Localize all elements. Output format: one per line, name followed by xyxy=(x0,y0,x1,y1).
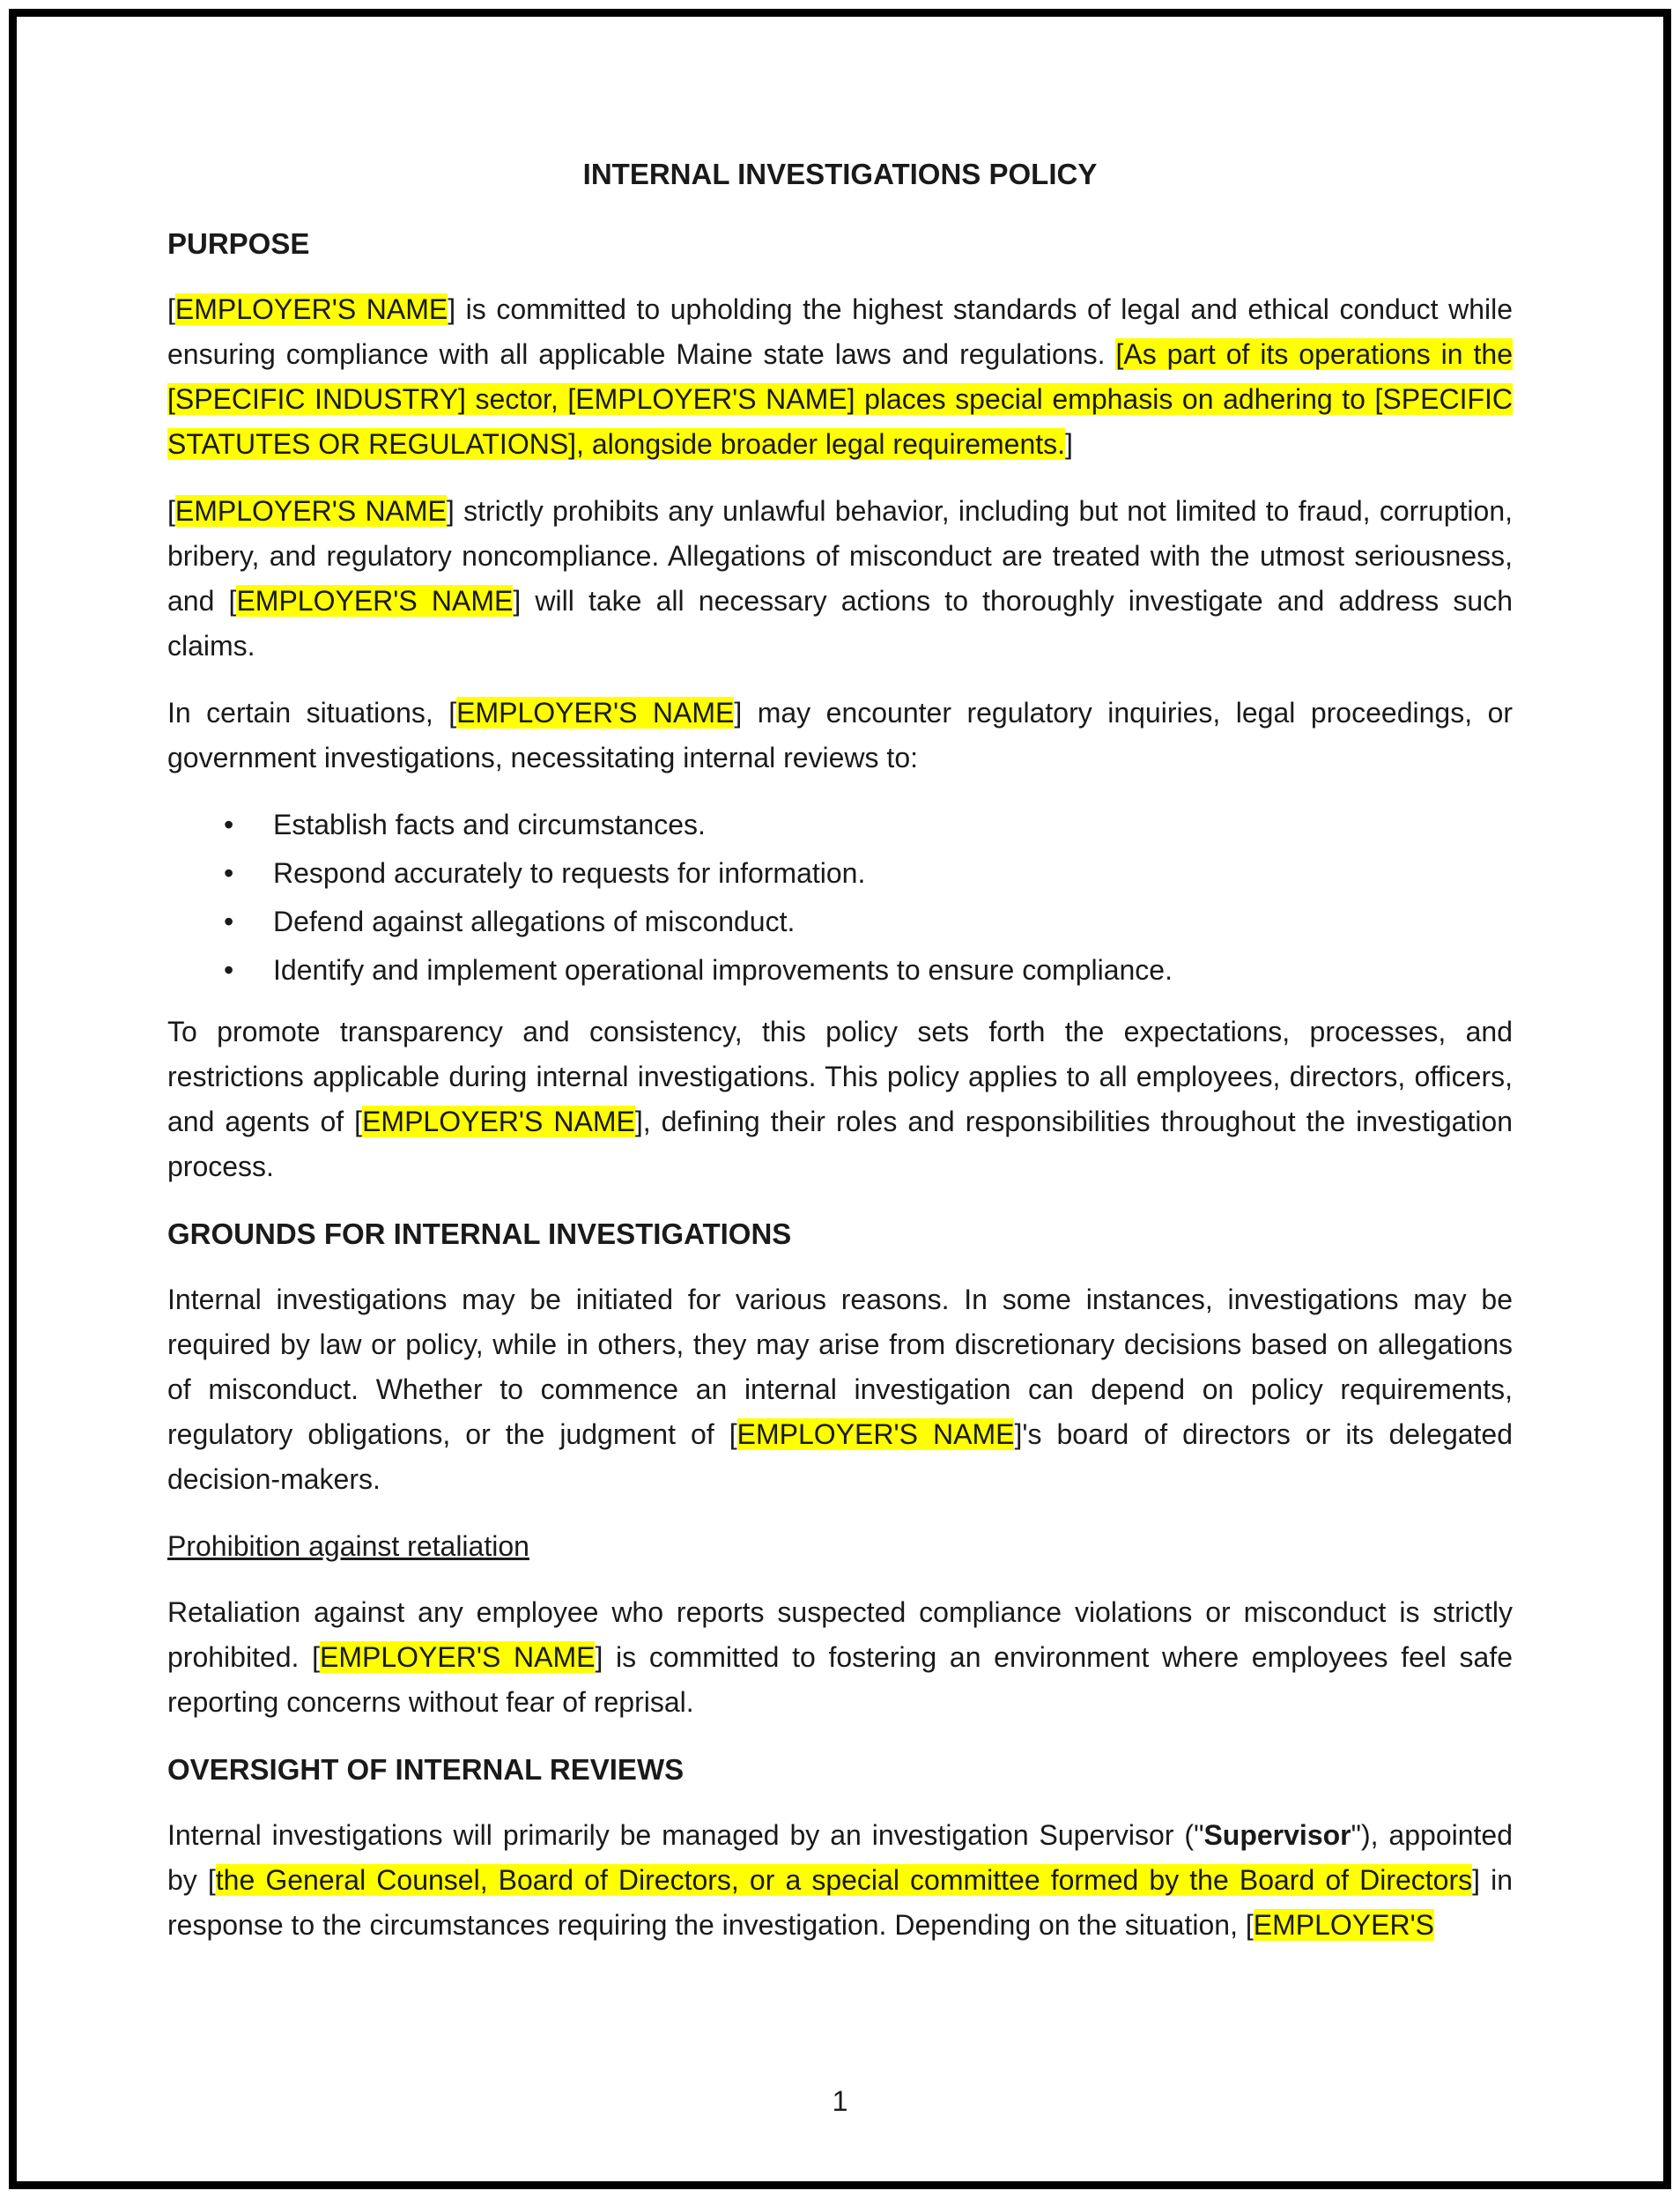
text-segment: ] is committed to fostering an environment where employees feel safe reporting concerns without fear of reprisal. xyxy=(167,1641,1513,1718)
document-body xyxy=(167,221,1513,1948)
highlighted-text: EMPLOYER'S NAME xyxy=(320,1641,596,1673)
list-item: • Respond accurately to requests for information. xyxy=(167,851,1513,896)
list-item: • Establish facts and circumstances. xyxy=(167,803,1513,847)
highlighted-text: [As part of its operations in the [SPECIFIC INDUSTRY] sector, [EMPLOYER'S NAME] places special emphasis on adhering to [SPECIFIC STATUTES OR REGULATIONS], alongside broader legal requirements. xyxy=(167,338,1513,460)
document-title: INTERNAL INVESTIGATIONS POLICY xyxy=(582,158,1098,190)
paragraph xyxy=(167,489,1513,669)
bullet-list xyxy=(167,803,1513,993)
text-segment: Internal investigations may be initiated for various reasons. In some instances, investigations may be required by law or policy, while in others, they may arise from discretionary decisions based on allegations of misconduct. Whether to commence an internal investigation can depend on policy requirements, regulatory obligations, or the judgment of [ xyxy=(167,1284,1513,1450)
paragraph xyxy=(167,1590,1513,1725)
list-item: • Defend against allegations of misconduct. xyxy=(167,899,1513,944)
bold-text: Supervisor xyxy=(1203,1819,1351,1851)
text-segment: Internal investigations will primarily be managed by an investigation Supervisor (" xyxy=(167,1819,1204,1851)
highlighted-text: EMPLOYER'S NAME xyxy=(736,1418,1015,1450)
text-segment: ] in response to the circumstances requiring the investigation. Depending on the situation, [ xyxy=(167,1864,1513,1941)
page-number: 1 xyxy=(832,2085,848,2117)
highlighted-text: EMPLOYER'S NAME xyxy=(456,697,735,729)
text-segment: ], defining their roles and responsibilities throughout the investigation process. xyxy=(167,1106,1513,1182)
document-content xyxy=(167,0,1513,1970)
highlighted-text: EMPLOYER'S xyxy=(1253,1909,1435,1941)
section-heading: PURPOSE xyxy=(167,227,310,260)
text-segment: [ xyxy=(167,495,175,527)
text-segment: "), appointed by [ xyxy=(167,1819,1513,1896)
text-segment: Retaliation against any employee who reports suspected compliance violations or misconduct is strictly prohibited. [ xyxy=(167,1596,1513,1673)
paragraph xyxy=(167,1277,1513,1502)
paragraph xyxy=(167,287,1513,467)
text-segment: To promote transparency and consistency, this policy sets forth the expectations, processes, and restrictions applicable during internal investigations. This policy applies to all employees, directors, officers, and agents of [ xyxy=(167,1016,1513,1137)
text-segment: ] xyxy=(1065,428,1073,460)
text-segment: ] is committed to upholding the highest standards of legal and ethical conduct while ensuring compliance with all applicable Maine state laws and regulations. xyxy=(167,293,1513,370)
text-segment: ] will take all necessary actions to thoroughly investigate and address such claims. xyxy=(167,585,1513,662)
paragraph xyxy=(167,691,1513,781)
highlighted-text: EMPLOYER'S NAME xyxy=(362,1106,635,1137)
text-segment: [ xyxy=(167,293,175,325)
section-heading: GROUNDS FOR INTERNAL INVESTIGATIONS xyxy=(167,1217,792,1250)
text-segment: ] strictly prohibits any unlawful behavior, including but not limited to fraud, corruption, bribery, and regulatory noncompliance. Allegations of misconduct are treated with the utmost seriousness, and [ xyxy=(167,495,1513,617)
section-subheading: Prohibition against retaliation xyxy=(167,1530,529,1562)
text-segment: In certain situations, [ xyxy=(167,697,457,729)
highlighted-text: EMPLOYER'S NAME xyxy=(174,293,448,325)
paragraph xyxy=(167,1813,1513,1948)
list-item: • Identify and implement operational improvements to ensure compliance. xyxy=(167,948,1513,993)
paragraph xyxy=(167,1010,1513,1189)
highlighted-text: EMPLOYER'S NAME xyxy=(174,495,447,527)
text-segment: ]'s board of directors or its delegated decision-makers. xyxy=(167,1418,1513,1495)
highlighted-text: EMPLOYER'S NAME xyxy=(236,585,514,617)
section-heading: OVERSIGHT OF INTERNAL REVIEWS xyxy=(167,1753,685,1786)
highlighted-text: the General Counsel, Board of Directors, or a special committee formed by the Board of Directors xyxy=(215,1864,1473,1896)
text-segment: ] may encounter regulatory inquiries, legal proceedings, or government investigations, necessitating internal reviews to: xyxy=(167,697,1513,773)
